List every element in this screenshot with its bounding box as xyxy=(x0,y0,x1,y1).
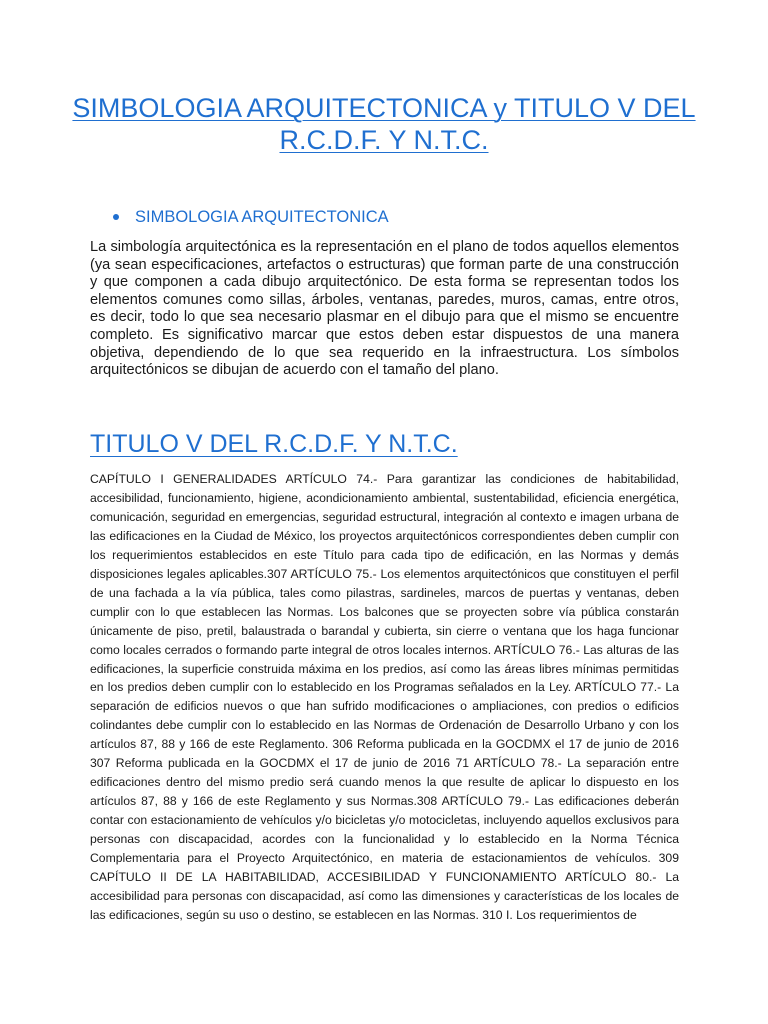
section-heading[interactable]: TITULO V DEL R.C.D.F. Y N.T.C. xyxy=(90,430,458,458)
document-title[interactable]: SIMBOLOGIA ARQUITECTONICA y TITULO V DEL R.C.D.F. Y N.T.C. xyxy=(72,93,696,155)
intro-paragraph: La simbología arquitectónica es la representación en el plano de todos aquellos elementos (ya sean especificaciones, artefactos o estructuras) que forman parte de una construcción y que componen a cada dibujo arquitectónico. De esta forma se representan todos los elementos comunes como sillas, árboles, ventanas, paredes, muros, camas, entre otros, es decir, todo lo que sea necesario plasmar en el dibujo para que el mismo se encuentre completo. Es significativo marcar que estos deben estar dispuestos de una manera objetiva, dependiendo de lo que sea requerido en la infraestructura. Los símbolos arquitectónicos se dibujan de acuerdo con el tamaño del plano. xyxy=(90,239,679,379)
bullet-list xyxy=(90,206,389,228)
body-paragraph: CAPÍTULO I GENERALIDADES ARTÍCULO 74.- Para garantizar las condiciones de habitabilidad, accesibilidad, funcionamiento, higiene, acondicionamiento ambiental, sustentabilidad, eficiencia energética, comunicación, seguridad en emergencias, seguridad estructural, integración al contexto e imagen urbana de las edificaciones en la Ciudad de México, los proyectos arquitectónicos correspondientes deben cumplir con los requerimientos establecidos en este Título para cada tipo de edificación, en las Normas y demás disposiciones legales aplicables.307 ARTÍCULO 75.- Los elementos arquitectónicos que constituyen el perfil de una fachada a la vía pública, tales como pilastras, sardineles, marcos de puertas y ventanas, deben cumplir con lo que establecen las Normas. Los balcones que se proyecten sobre vía pública constarán únicamente de piso, pretil, balaustrada o barandal y cubierta, sin cierre o ventana que los haga funcionar como locales cerrados o formando parte integral de otros locales internos. ARTÍCULO 76.- Las alturas de las edificaciones, la superficie construida máxima en los predios, así como las áreas libres mínimas permitidas en los predios deben cumplir con lo establecido en los Programas señalados en la Ley. ARTÍCULO 77.- La separación de edificios nuevos o que han sufrido modificaciones o ampliaciones, con predios o edificios colindantes debe cumplir con lo establecido en las Normas de Ordenación de Desarrollo Urbano y con los artículos 87, 88 y 166 de este Reglamento. 306 Reforma publicada en la GOCDMX el 17 de junio de 2016 307 Reforma publicada en la GOCDMX el 17 de junio de 2016 71 ARTÍCULO 78.- La separación entre edificaciones dentro del mismo predio será cuando menos la que resulte de aplicar lo dispuesto en los artículos 87, 88 y 166 de este Reglamento y sus Normas.308 ARTÍCULO 79.- Las edificaciones deberán contar con estacionamiento de vehículos y/o bicicletas y/o motocicletas, incluyendo aquellos exclusivos para personas con discapacidad, acordes con la funcionalidad y lo establecido en la Norma Técnica Complementaria para el Proyecto Arquitectónico, en materia de estacionamientos de vehículos. 309 CAPÍTULO II DE LA HABITABILIDAD, ACCESIBILIDAD Y FUNCIONAMIENTO ARTÍCULO 80.- La accesibilidad para personas con discapacidad, así como las dimensiones y características de los locales de las edificaciones, según su uso o destino, se establecen en las Normas. 310 I. Los requerimientos de xyxy=(90,472,679,922)
bullet-item-label: SIMBOLOGIA ARQUITECTONICA xyxy=(135,208,389,226)
bullet-item-simbologia xyxy=(90,206,389,228)
bullet-dot-icon xyxy=(113,214,119,220)
